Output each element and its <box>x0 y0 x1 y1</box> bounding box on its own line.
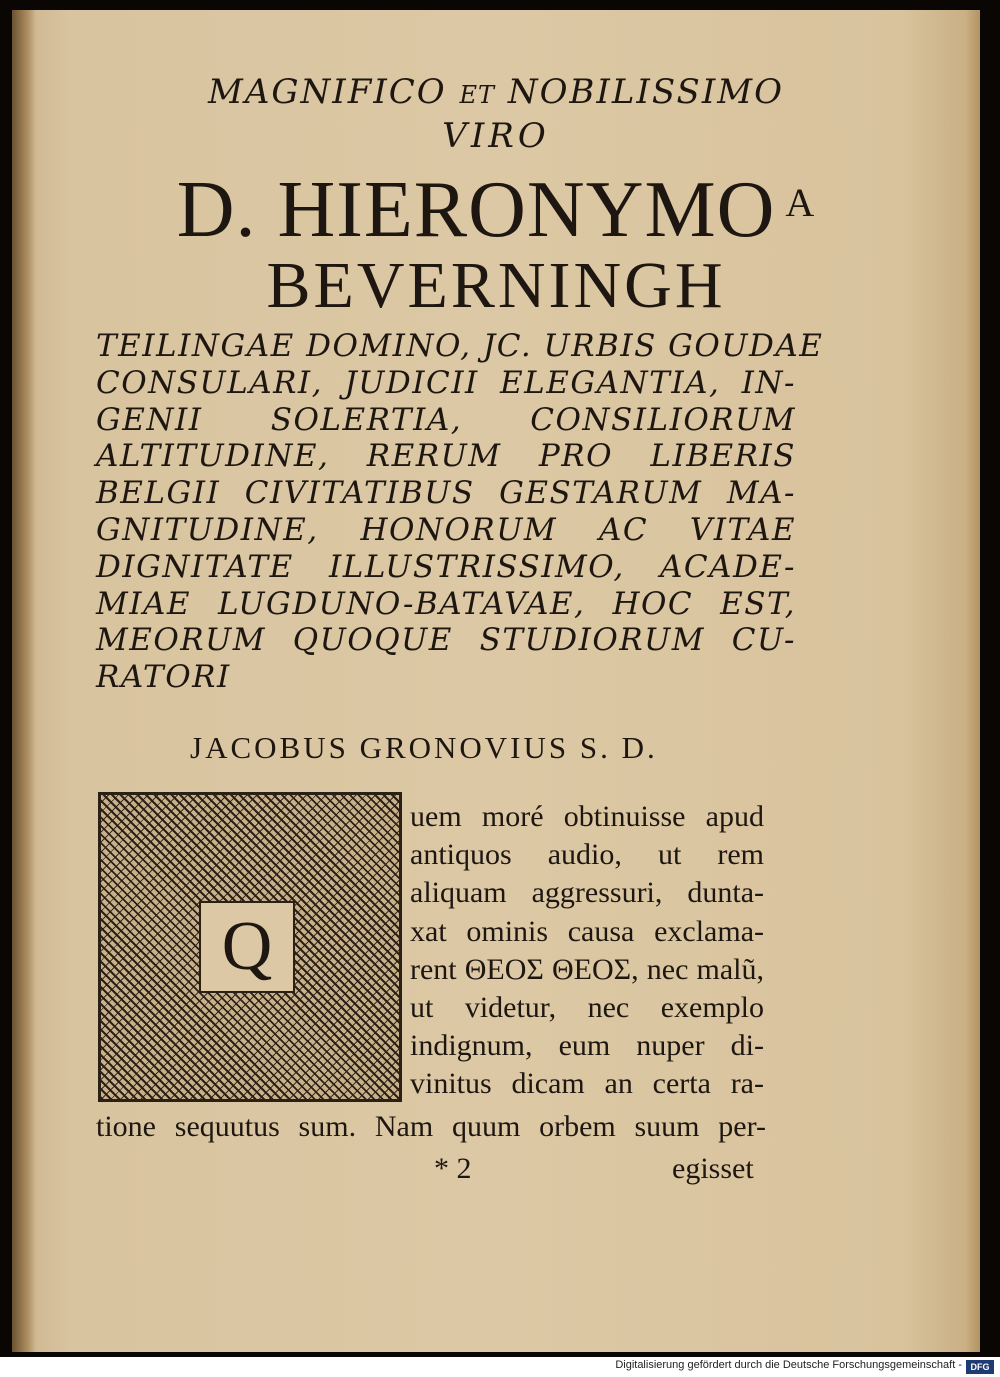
body-line: ut videtur, nec exemplo <box>410 991 764 1025</box>
body-text <box>410 798 764 1104</box>
body-line: indignum, eum nuper di- <box>410 1029 764 1063</box>
book-page <box>12 10 980 1352</box>
heading-surname: BEVERNINGH <box>266 249 726 322</box>
title-line: GNITUDINE, HONORUM AC VITAE <box>96 511 796 548</box>
title-line: ALTITUDINE, RERUM PRO LIBERIS <box>96 438 796 475</box>
heading-nobilissimo: NOBILISSIMO <box>507 72 784 112</box>
title-line: MIAE LUGDUNO-BATAVAE, HOC EST, <box>96 585 796 622</box>
title-line: RATORI <box>96 659 231 696</box>
dfg-logo: DFG <box>966 1360 994 1374</box>
heading-a: A <box>785 180 816 225</box>
catchword: egisset <box>672 1152 754 1185</box>
body-line: aliquam aggressuri, dunta- <box>410 876 764 910</box>
decorated-initial <box>98 792 402 1102</box>
footer-bar <box>0 1357 1000 1377</box>
body-line: uem moré obtinuisse apud <box>410 800 764 833</box>
heading-viro: VIRO <box>442 116 550 156</box>
heading-hieronymo: D. HIERONYMO <box>176 166 776 254</box>
body-line: xat ominis causa exclama- <box>410 914 764 948</box>
body-line: antiquos audio, ut rem <box>410 838 764 872</box>
author-line: JACOBUS GRONOVIUS S. D. <box>190 730 658 765</box>
heading-et: ET <box>459 81 495 109</box>
title-line: BELGII CIVITATIBUS GESTARUM MA- <box>96 475 796 512</box>
heading-magnifico: MAGNIFICO <box>208 72 447 112</box>
funding-note: Digitalisierung gefördert durch die Deutsche Forschungsgemeinschaft - <box>615 1359 962 1371</box>
heading-name <box>12 165 980 256</box>
title-line: CONSULARI, JUDICII ELEGANTIA, IN- <box>96 364 796 401</box>
body-full-line: tione sequutus sum. Nam quum orbem suum per- <box>96 1110 766 1143</box>
heading-line-1 <box>12 72 980 112</box>
title-line: TEILINGAE DOMINO, JC. URBIS GOUDAE <box>96 328 824 364</box>
body-line: rent ΘΕΟΣ ΘΕΟΣ, nec malũ, <box>410 952 764 986</box>
dedication-titles <box>96 328 824 696</box>
title-line: GENII SOLERTIA, CONSILIORUM <box>96 401 796 438</box>
initial-letter: Q <box>199 901 295 993</box>
title-line: MEORUM QUOQUE STUDIORUM CU- <box>96 622 796 659</box>
title-line: DIGNITATE ILLUSTRISSIMO, ACADE- <box>96 548 796 585</box>
body-line: vinitus dicam an certa ra- <box>410 1067 764 1101</box>
signature-mark: * 2 <box>434 1152 472 1185</box>
